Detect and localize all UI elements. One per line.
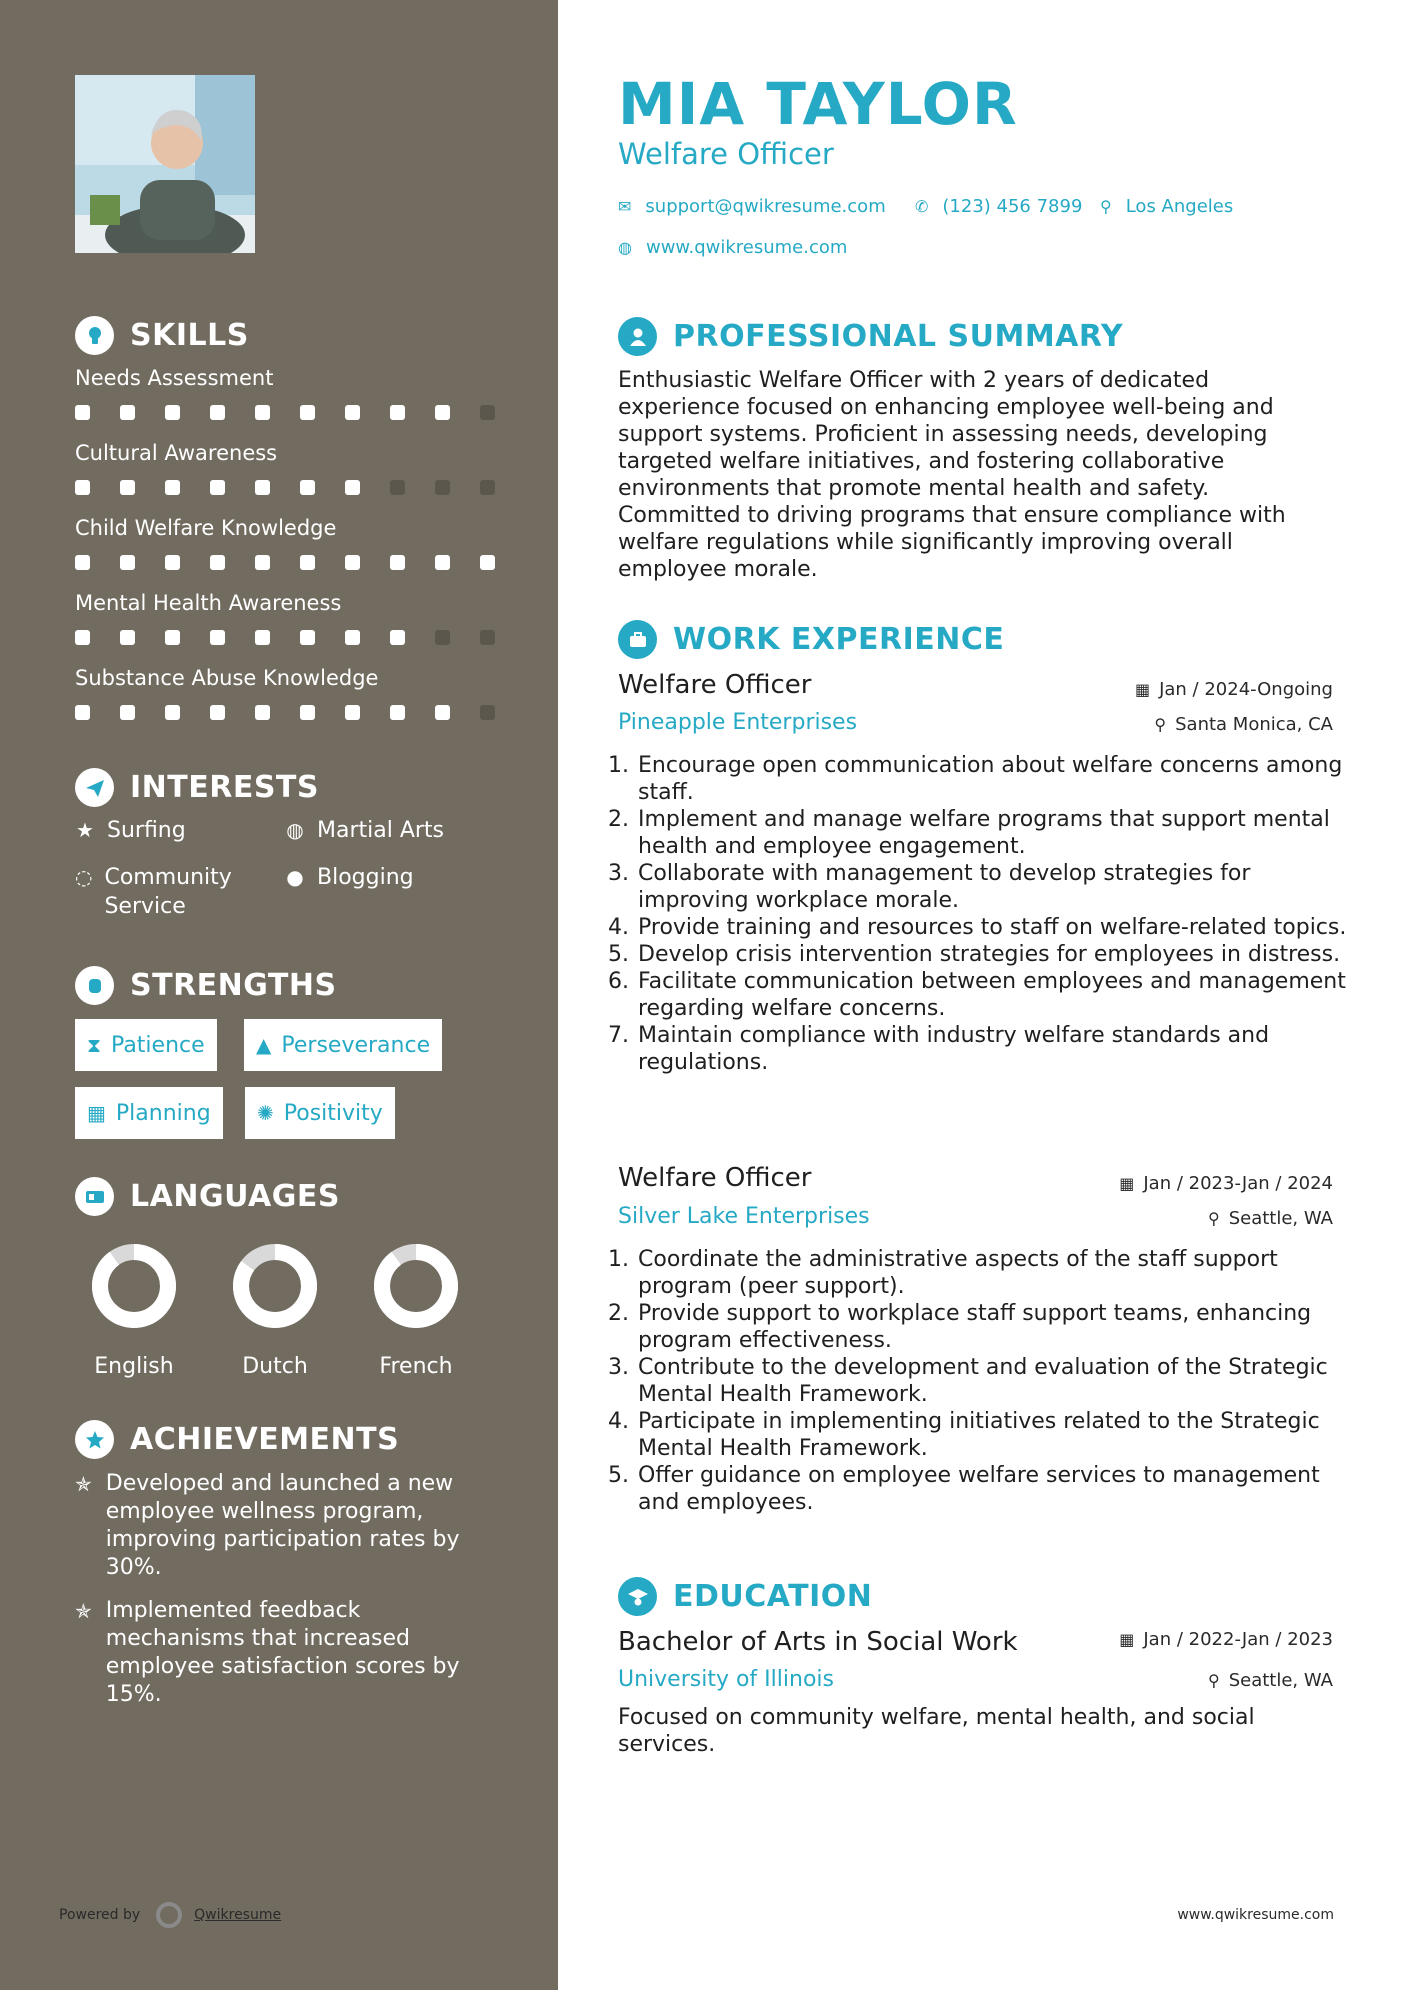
skill-dot (435, 480, 450, 495)
interest-item: ◍ Martial Arts (286, 818, 445, 843)
hourglass-icon: ⧗ (87, 1033, 102, 1057)
strengths-heading: STRENGTHS (75, 966, 337, 1005)
skill-dot (435, 630, 450, 645)
language-ring (231, 1242, 319, 1330)
skill-dot (300, 705, 315, 720)
skill-dot (345, 630, 360, 645)
skill-dot (255, 705, 270, 720)
road-icon: ▲ (256, 1033, 272, 1057)
summary-heading: PROFESSIONAL SUMMARY (618, 317, 1123, 356)
language-ring-fill (382, 1252, 450, 1320)
job-title: Welfare Officer (618, 1163, 812, 1193)
skill-dot (120, 555, 135, 570)
skill-dot (120, 480, 135, 495)
language-item: English (64, 1242, 204, 1379)
skill-dot (255, 630, 270, 645)
skill-dot (210, 705, 225, 720)
duty-item: 4. Provide training and resources to staff on welfare-related topics. (636, 914, 1366, 941)
job-dates: ▦ Jan / 2024-Ongoing (1134, 679, 1333, 700)
skill-dot (345, 405, 360, 420)
user-icon (618, 317, 657, 356)
pin-icon: ⚲ (1207, 1209, 1220, 1228)
skill-dot (300, 630, 315, 645)
skill-rating (75, 555, 525, 570)
language-item: French (346, 1242, 486, 1379)
skill-dot (480, 555, 495, 570)
duty-item: 1. Encourage open communication about welfare concerns among staff. (636, 752, 1366, 806)
map-pin-icon: ⚲ (1100, 197, 1112, 216)
skill-dot (390, 480, 405, 495)
duty-item: 4. Participate in implementing initiatives related to the Strategic Mental Health Framework. (636, 1408, 1366, 1462)
skill-rating (75, 630, 525, 645)
skill-dot (390, 555, 405, 570)
company-name: Silver Lake Enterprises (618, 1204, 870, 1229)
skill-dot (75, 405, 90, 420)
languages-heading: LANGUAGES (75, 1177, 340, 1216)
powered-by: Powered by Qwikresume (59, 1902, 281, 1928)
lightbulb-icon (75, 316, 114, 355)
pin-icon: ⚲ (1207, 1671, 1220, 1690)
skill-name: Needs Assessment (75, 366, 274, 390)
phone-icon: ✆ (915, 197, 929, 216)
job-title: Welfare Officer (618, 670, 812, 700)
skill-dot (390, 630, 405, 645)
calendar-icon: ▦ (1134, 680, 1151, 699)
fist-icon (75, 966, 114, 1005)
experience-heading: WORK EXPERIENCE (618, 620, 1004, 659)
graduate-icon (618, 1577, 657, 1616)
sidebar (0, 0, 558, 1990)
phone-contact[interactable]: ✆ (123) 456 7899 (915, 196, 1083, 217)
skill-dot (255, 405, 270, 420)
skill-dot (435, 705, 450, 720)
globe-icon: ◍ (286, 818, 304, 842)
skill-dot (210, 630, 225, 645)
skill-dot (480, 480, 495, 495)
interest-item: ★ Surfing (76, 818, 186, 843)
duty-item: 7. Maintain compliance with industry welfare standards and regulations. (636, 1022, 1366, 1076)
skill-dot (165, 480, 180, 495)
stars-icon: ✯ (75, 1472, 92, 1496)
strength-tag: ▲ Perseverance (244, 1019, 442, 1071)
duty-item: 3. Collaborate with management to develop strategies for improving workplace morale. (636, 860, 1366, 914)
duty-item: 5. Offer guidance on employee welfare services to management and employees. (636, 1462, 1366, 1516)
duties-list (612, 752, 1366, 1076)
skill-dot (120, 405, 135, 420)
skill-dot (390, 705, 405, 720)
skill-dot (165, 555, 180, 570)
star-icon: ★ (76, 818, 94, 842)
website-contact[interactable]: ◍ www.qwikresume.com (618, 237, 848, 258)
skill-dot (435, 555, 450, 570)
skill-rating (75, 480, 525, 495)
envelope-icon: ✉ (618, 197, 632, 216)
profile-photo (75, 75, 255, 253)
skill-dot (390, 405, 405, 420)
skill-dot (75, 480, 90, 495)
skill-dot (120, 705, 135, 720)
strength-tag: ▦ Planning (75, 1087, 223, 1139)
email-contact[interactable]: ✉ support@qwikresume.com (618, 196, 886, 217)
achievement-item: ✯ Developed and launched a new employee wellness program, improving participation rates by 30%. (75, 1471, 460, 1580)
education-heading: EDUCATION (618, 1577, 872, 1616)
skill-dot (165, 405, 180, 420)
duty-item: 6. Facilitate communication between employees and management regarding welfare concerns. (636, 968, 1366, 1022)
company-name: Pineapple Enterprises (618, 710, 858, 735)
strength-tag: ✺ Positivity (245, 1087, 395, 1139)
globe-icon: ◍ (618, 238, 632, 257)
skill-dot (300, 480, 315, 495)
skill-name: Cultural Awareness (75, 441, 278, 465)
summary-text: Enthusiastic Welfare Officer with 2 years of dedicated experience focused on enhancing employee well-being and support systems. Proficient in assessing needs, developing targeted welfare initiatives, and fostering collaborative environments that promote mental health and safety. Committed to driving programs that ensure compliance with welfare regulations while significantly improving overall employee morale. (618, 368, 1286, 582)
sun-icon: ✺ (257, 1101, 274, 1125)
pin-icon: ⚲ (1154, 715, 1167, 734)
calendar-icon: ▦ (87, 1101, 106, 1125)
qwikresume-logo-icon (156, 1902, 182, 1928)
skill-dot (345, 705, 360, 720)
skill-dot (480, 405, 495, 420)
job-location: ⚲ Santa Monica, CA (1154, 714, 1333, 735)
qwikresume-link[interactable]: Qwikresume (194, 1907, 282, 1923)
duty-item: 5. Develop crisis intervention strategies for employees in distress. (636, 941, 1366, 968)
skill-dot (165, 630, 180, 645)
skill-dot (165, 705, 180, 720)
skill-name: Child Welfare Knowledge (75, 516, 337, 540)
skill-dot (75, 630, 90, 645)
achievements-heading: ACHIEVEMENTS (75, 1420, 399, 1459)
duty-item: 3. Contribute to the development and evaluation of the Strategic Mental Health Framework. (636, 1354, 1366, 1408)
skill-name: Substance Abuse Knowledge (75, 666, 379, 690)
skill-dot (75, 555, 90, 570)
language-ring (90, 1242, 178, 1330)
calendar-icon: ▦ (1119, 1630, 1135, 1649)
education-location: ⚲ Seattle, WA (1207, 1670, 1333, 1691)
paper-plane-icon (75, 768, 114, 807)
skills-heading: SKILLS (75, 316, 249, 355)
interest-item: ◌ Community Service (75, 865, 232, 919)
location-contact: ⚲ Los Angeles (1100, 196, 1234, 217)
skill-dot (480, 630, 495, 645)
skill-dot (210, 405, 225, 420)
degree-title: Bachelor of Arts in Social Work (618, 1627, 1018, 1657)
stars-icon: ✯ (75, 1599, 92, 1623)
skill-dot (75, 705, 90, 720)
school-name: University of Illinois (618, 1667, 834, 1692)
duties-list (612, 1246, 1366, 1516)
candidate-name: MIA TAYLOR (618, 70, 1018, 138)
skill-dot (300, 555, 315, 570)
education-text: Focused on community welfare, mental health, and social services. (618, 1705, 1255, 1757)
calendar-icon: ▦ (1119, 1174, 1135, 1193)
skill-dot (345, 480, 360, 495)
education-dates: ▦ Jan / 2022-Jan / 2023 (1119, 1629, 1333, 1650)
achievement-item: ✯ Implemented feedback mechanisms that increased employee satisfaction scores by 15%. (75, 1598, 460, 1707)
handshake-icon: ◌ (75, 865, 93, 889)
candidate-role: Welfare Officer (618, 137, 834, 171)
skill-dot (120, 630, 135, 645)
duty-item: 2. Implement and manage welfare programs that support mental health and employee engagement. (636, 806, 1366, 860)
skill-dot (480, 705, 495, 720)
duty-item: 2. Provide support to workplace staff support teams, enhancing program effectiveness. (636, 1300, 1366, 1354)
skill-rating (75, 405, 525, 420)
job-location: ⚲ Seattle, WA (1207, 1208, 1333, 1229)
award-icon (75, 1420, 114, 1459)
language-ring (372, 1242, 460, 1330)
strength-tag: ⧗ Patience (75, 1019, 217, 1071)
interests-heading: INTERESTS (75, 768, 319, 807)
skill-dot (210, 480, 225, 495)
users-icon: ● (286, 865, 304, 889)
skill-dot (255, 555, 270, 570)
interest-item: ● Blogging (286, 865, 414, 890)
skill-dot (345, 555, 360, 570)
footer-website[interactable]: www.qwikresume.com (1177, 1907, 1334, 1923)
language-item: Dutch (205, 1242, 345, 1379)
job-dates: ▦ Jan / 2023-Jan / 2024 (1119, 1173, 1333, 1194)
skill-rating (75, 705, 525, 720)
id-card-icon (75, 1177, 114, 1216)
skill-name: Mental Health Awareness (75, 591, 342, 615)
skill-dot (255, 480, 270, 495)
briefcase-icon (618, 620, 657, 659)
duty-item: 1. Coordinate the administrative aspects of the staff support program (peer support). (636, 1246, 1366, 1300)
language-ring-fill (100, 1252, 168, 1320)
skill-dot (435, 405, 450, 420)
skill-dot (300, 405, 315, 420)
skill-dot (210, 555, 225, 570)
